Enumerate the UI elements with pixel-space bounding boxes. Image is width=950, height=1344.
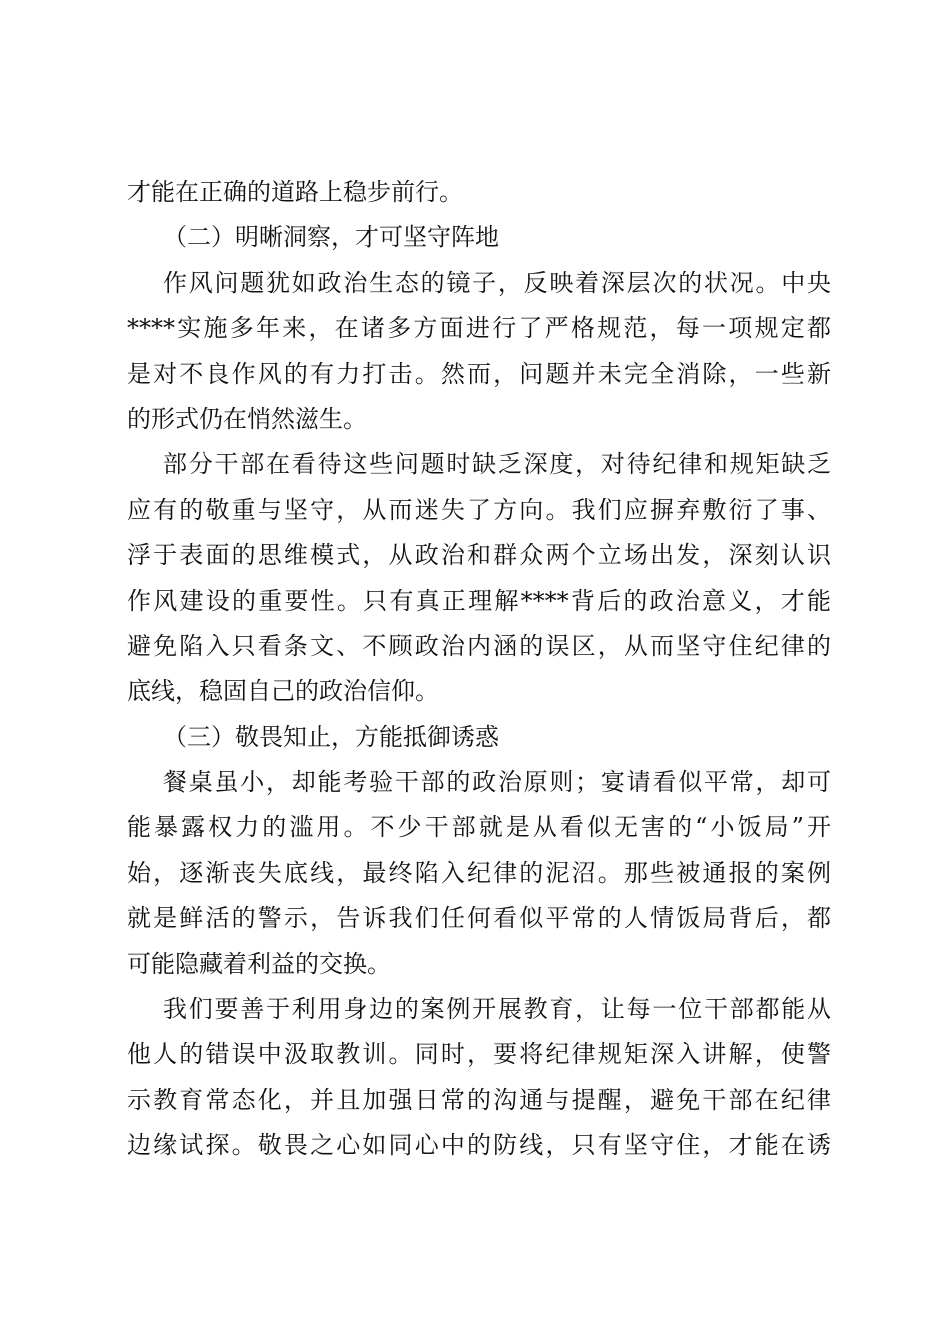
paragraph-line: 部分干部在看待这些问题时缺乏深度，对待纪律和规矩缺乏 [163, 450, 831, 479]
paragraph-line: ****实施多年来，在诸多方面进行了严格规范，每一项规定都 [127, 314, 831, 343]
paragraph-line: 作风建设的重要性。只有真正理解****背后的政治意义，才能 [127, 586, 831, 615]
paragraph-line: 我们要善于利用身边的案例开展教育，让每一位干部都能从 [163, 995, 831, 1024]
paragraph-line: 可能隐藏着利益的交换。 [127, 949, 391, 978]
document-page [127, 170, 831, 1169]
paragraph-line: 能暴露权力的滥用。不少干部就是从看似无害的“小饭局”开 [127, 813, 831, 842]
paragraph-line: 应有的敬重与坚守，从而迷失了方向。我们应摒弃敷衍了事、 [127, 495, 831, 524]
paragraph-line: 的形式仍在悄然滋生。 [127, 404, 367, 433]
paragraph-line: 就是鲜活的警示，告诉我们任何看似平常的人情饭局背后，都 [127, 904, 831, 933]
paragraph-line: 始，逐渐丧失底线，最终陷入纪律的泥沼。那些被通报的案例 [127, 858, 831, 887]
paragraph-line: 底线，稳固自己的政治信仰。 [127, 677, 439, 706]
paragraph-line: 示教育常态化，并且加强日常的沟通与提醒，避免干部在纪律 [127, 1085, 831, 1114]
paragraph-line: 避免陷入只看条文、不顾政治内涵的误区，从而坚守住纪律的 [127, 631, 831, 660]
paragraph-line: 是对不良作风的有力打击。然而，问题并未完全消除，一些新 [127, 359, 831, 388]
paragraph-line: 他人的错误中汲取教训。同时，要将纪律规矩深入讲解，使警 [127, 1040, 831, 1069]
paragraph-line: 边缘试探。敬畏之心如同心中的防线，只有坚守住，才能在诱 [127, 1131, 831, 1160]
section-heading: （二）明晰洞察，才可坚守阵地 [163, 223, 499, 252]
paragraph-line: 餐桌虽小，却能考验干部的政治原则；宴请看似平常，却可 [163, 768, 831, 797]
paragraph-line: 作风问题犹如政治生态的镜子，反映着深层次的状况。中央 [163, 268, 831, 297]
paragraph-line: 浮于表面的思维模式，从政治和群众两个立场出发，深刻认识 [127, 541, 831, 570]
section-heading: （三）敬畏知止，方能抵御诱惑 [163, 722, 499, 751]
paragraph-line: 才能在正确的道路上稳步前行。 [127, 178, 463, 206]
